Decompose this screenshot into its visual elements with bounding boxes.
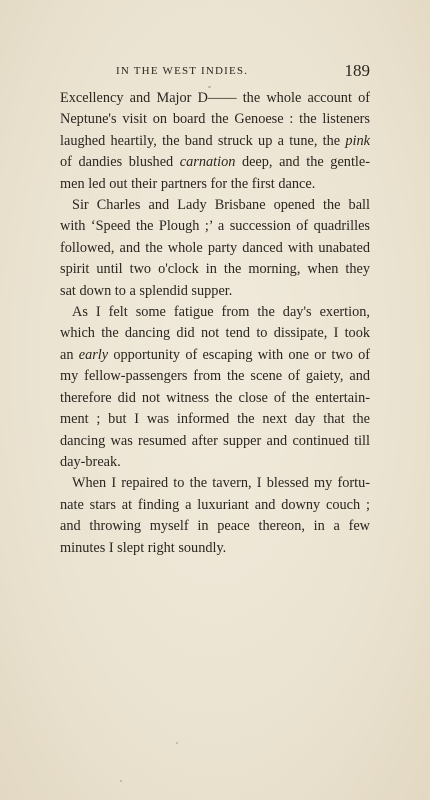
paper-speck xyxy=(120,780,122,782)
text-line: Excellency and Major D—— the whole account of xyxy=(60,90,370,106)
text-segment: an xyxy=(60,346,79,363)
text-line: which the dancing did not tend to dissipate, I took xyxy=(60,325,370,342)
text-line: followed, and the whole party danced with unabated xyxy=(60,239,370,256)
text-line: nate stars at finding a luxuriant and downy couch ; xyxy=(60,496,370,513)
italic-word: pink xyxy=(345,132,370,149)
text-line: minutes I slept right soundly. xyxy=(60,539,227,556)
text-line: my fellow-passengers from the scene of gaiety, and xyxy=(60,368,370,385)
page-number: 189 xyxy=(344,61,370,80)
paper-speck xyxy=(208,86,211,88)
paragraph-1 xyxy=(60,88,370,195)
paragraph-4 xyxy=(60,473,370,559)
text-line: sat down to a splendid supper. xyxy=(60,282,233,299)
text-segment: deep, and the gentle- xyxy=(235,154,371,171)
running-head: IN THE WEST INDIES. xyxy=(116,65,249,77)
text-line xyxy=(60,131,370,152)
text-line: with ‘Speed the Plough ;’ a succession of quadrilles xyxy=(60,218,370,235)
body-text xyxy=(60,88,370,559)
paragraph-3 xyxy=(60,302,370,473)
text-segment: opportunity of escaping with one or two of xyxy=(108,346,370,363)
text-line: When I repaired to the tavern, I blessed my fortu- xyxy=(72,475,370,492)
text-segment: laughed heartily, the band struck up a tune, the xyxy=(60,132,346,149)
text-line: therefore did not witness the close of the entertain- xyxy=(60,389,370,406)
text-line xyxy=(60,152,370,173)
text-line: ment ; but I was informed the next day that the xyxy=(60,411,370,428)
text-line: Neptune's visit on board the Genoese : the listeners xyxy=(60,111,370,128)
text-line xyxy=(60,345,370,366)
text-line: Sir Charles and Lady Brisbane opened the ball xyxy=(72,197,370,214)
text-segment: of dandies blushed xyxy=(60,154,180,171)
text-line: spirit until two o'clock in the morning, when they xyxy=(60,261,370,278)
paper-speck xyxy=(176,742,178,744)
italic-word: early xyxy=(78,346,109,363)
paragraph-2 xyxy=(60,195,370,302)
text-line: day-break. xyxy=(60,453,121,470)
text-line: As I felt some fatigue from the day's exertion, xyxy=(72,304,370,321)
page-header xyxy=(60,61,370,83)
text-line: men led out their partners for the first dance. xyxy=(60,175,316,192)
text-line: and throwing myself in peace thereon, in a few xyxy=(60,518,370,535)
italic-word: carnation xyxy=(179,154,236,171)
text-line: dancing was resumed after supper and continued till xyxy=(60,432,370,449)
